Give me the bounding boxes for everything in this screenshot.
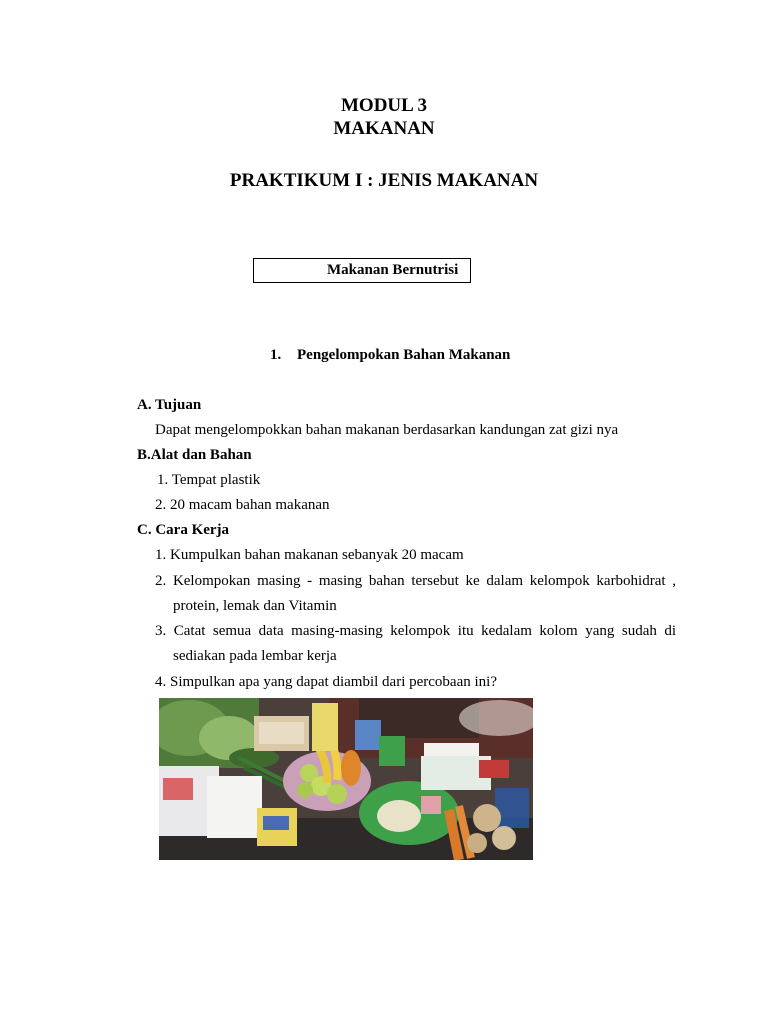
- module-number: MODUL 3: [340, 95, 428, 116]
- step-3-line-2: sediakan pada lembar kerja: [173, 648, 337, 664]
- step-4: 4. Simpulkan apa yang dapat diambil dari percobaan ini?: [155, 674, 497, 690]
- module-title: MAKANAN: [333, 118, 435, 139]
- tujuan-text: Dapat mengelompokkan bahan makanan berdasarkan kandungan zat gizi nya: [155, 422, 619, 438]
- list-item: 2. 20 macam bahan makanan: [155, 497, 330, 513]
- step-1: 1. Kumpulkan bahan makanan sebanyak 20 macam: [155, 547, 464, 563]
- heading-cara-kerja: C. Cara Kerja: [137, 522, 230, 538]
- step-3-line-1: 3. Catat semua data masing-masing kelompok itu kedalam kolom yang sudah di: [155, 623, 676, 639]
- section-number: 1.: [270, 347, 282, 363]
- step-2-line-1: 2. Kelompokan masing - masing bahan tersebut ke dalam kelompok karbohidrat ,: [155, 573, 676, 589]
- heading-tujuan: A. Tujuan: [137, 397, 202, 413]
- heading-alat-bahan: B.Alat dan Bahan: [137, 447, 252, 463]
- step-2-line-2: protein, lemak dan Vitamin: [173, 598, 337, 614]
- section-title: Pengelompokan Bahan Makanan: [297, 347, 511, 363]
- food-photo: [159, 698, 533, 860]
- list-item: 1. Tempat plastik: [157, 472, 261, 488]
- practicum-title: PRAKTIKUM I : JENIS MAKANAN: [229, 170, 539, 191]
- boxed-label: Makanan Bernutrisi: [253, 258, 471, 283]
